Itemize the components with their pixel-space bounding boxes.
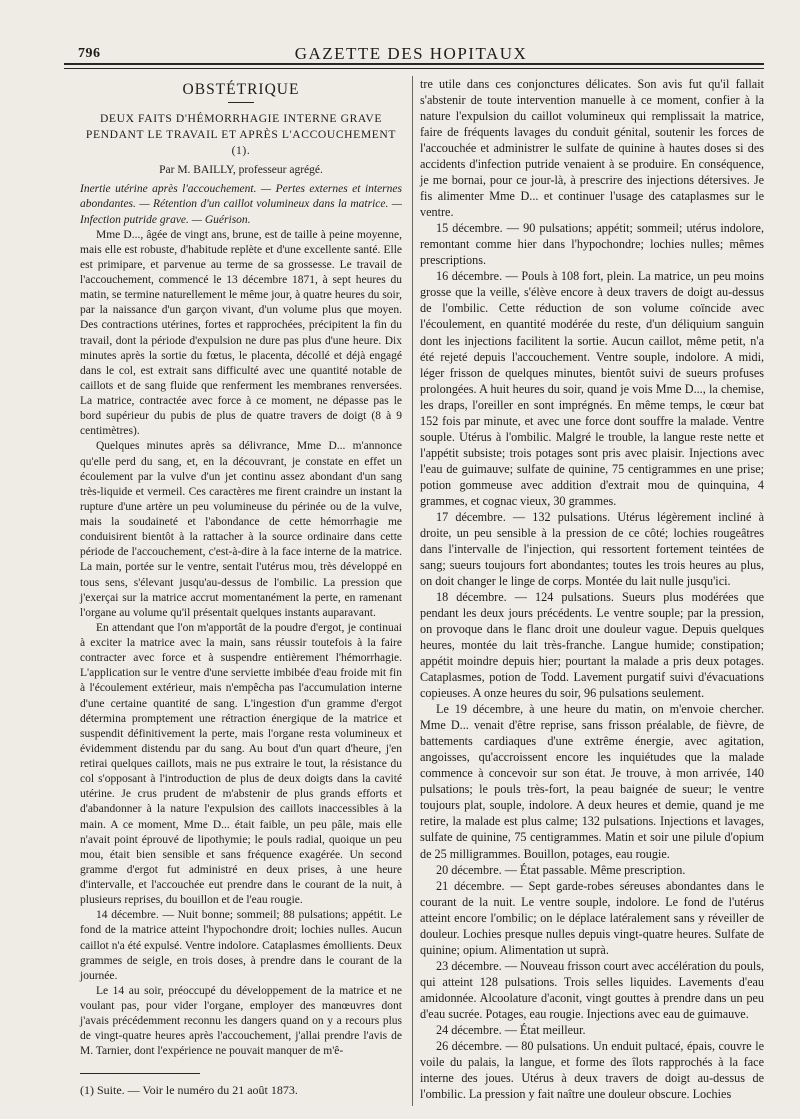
article-summary: Inertie utérine après l'accouchement. — Pertes externes et internes abondantes. — Rétention d'un caillot volumineux dans la matrice. — Infection putride grave. — Guérison. (80, 183, 402, 226)
section-heading: OBSTÉTRIQUE (182, 81, 300, 98)
paragraph: Le 19 décembre, à une heure du matin, on m'envoie chercher. Mme D... venait d'être reprise, sans frisson préalable, de fièvre, de battements cardiaques d'une extrême énergie, avec agitation, angoisses, qu'accroissent encore les inquiétudes que la malade commence à concevoir sur son état. Je trouve, à mon arrivée, 140 pulsations; le pouls très-fort, la peau baignée de sueur; le ventre toujours plat, souple, indolore. A deux heures et demie, quand je me retire, la malade est plus calme; 132 pulsations. Injections et lavages, sulfate de quinine, 75 centigrammes. Matin et soir une pilule d'opium de 25 milligrammes. Bouillon, potages, eau rougie. (420, 702, 764, 861)
paragraph: 18 décembre. — 124 pulsations. Sueurs plus modérées que pendant les deux jours précédents. Le ventre souple; par la pression, on provoque dans le flanc droit une douleur vague. Depuis quelques heures, montée du lait très-franche. Langue humide; constipation; appétit moindre depuis hier; pourtant la malade a pris deux potages. Cataplasmes, potion de Todd. Lavement purgatif suivi d'évacuations copieuses. A onze heures du soir, 96 pulsations seulement. (420, 590, 764, 701)
paragraph: 24 décembre. — État meilleur. (436, 1022, 586, 1037)
paragraph: 14 décembre. — Nuit bonne; sommeil; 88 pulsations; appétit. Le fond de la matrice atteint l'hypochondre droit; lochies nulles. Aucun caillot n'a été expulsé. Ventre indolore. Cataplasmes émollients. Deux grammes de seigle, en trois doses, à prendre dans le courant de la journée. (80, 909, 402, 982)
paragraph: Quelques minutes après sa délivrance, Mme D... m'annonce qu'elle perd du sang, et, en la découvrant, je constate en effet un écoulement par la vulve d'un jet continu assez abondant d'un sang très-liquide et vermeil. Ces caractères me firent craindre un instant la rupture d'une artère un peu volumineuse du périnée ou de la vulve, mais la soudaineté et l'abondance de cette hémorrhagie me conduisirent bientôt à la rattacher à la source ordinaire dans cette période de l'accouchement, c'est-à-dire à la face interne de la matrice. La main, portée sur le ventre, sentait l'utérus mou, très développé en tous sens, s'élevant jusqu'au-dessus de l'ombilic. La pression que j'exerçai sur la matrice accrut momentanément la perte, en ramenant l'organe au volume qu'il présentait quelques instants auparavant. (80, 440, 402, 619)
left-column (80, 76, 402, 1098)
header-rule-thin (64, 68, 764, 69)
footnote-rule (80, 1073, 200, 1074)
section-rule (228, 102, 254, 103)
header-rule-thick (64, 63, 764, 65)
page-number: 796 (78, 46, 101, 61)
journal-title: GAZETTE DES HOPITAUX (294, 44, 528, 63)
paragraph: 20 décembre. — État passable. Même prescription. (436, 862, 686, 877)
right-column (420, 76, 764, 1102)
paragraph: 17 décembre. — 132 pulsations. Utérus légèrement incliné à droite, un peu sensible à la pression de ce côté; lochies rougeâtres dans l'intervalle de l'injection, qui ressortent fortement teintées de sang; sueurs toujours fort abondantes; toutes les trois heures au plus, on doit changer le linge de corps. Montée du lait nulle jusqu'ici. (420, 509, 764, 588)
paragraph: Le 14 au soir, préoccupé du développement de la matrice et ne voulant pas, pour vider l'organe, employer des manœuvres dont j'avais précédemment reconnu les dangers quand on y a recours plus de vingt-quatre heures après l'accouchement, j'allai prendre l'avis de M. Tarnier, dont l'expérience ne pouvait manquer de m'ê- (80, 984, 402, 1058)
paragraph: En attendant que l'on m'apportât de la poudre d'ergot, je continuai à exciter la matrice avec la main, sans réussir toutefois à la faire contracter avec force et à suspendre entièrement l'hémorrhagie. L'application sur le ventre d'une serviette imbibée d'eau froide mit fin à l'écoulement extérieur, mais n'empêcha pas l'accumulation interne d'une certaine quantité de sang. L'ingestion d'un gramme d'ergot détermina promptement une rétraction énergique de la matrice et suspendit définitivement la perte, mais l'organe resta volumineux et évidemment distendu par du sang. Au bout d'un quart d'heure, j'en retirai quelques caillots, mais ne pus extraire le tout, la résistance du col s'opposant à l'introduction de plus de deux doigts dans la cavité utérine. Je crus prudent de m'abstenir de plus grands efforts et d'abandonner à la nature l'expulsion des caillots inaccessibles à la main. A ce moment, Mme D... était faible, un peu pâle, mais elle n'avait point éprouvé de lipothymie; le pouls radial, quoique un peu mou, était bien sensible et sans fréquence exagérée. Un second gramme d'ergot fut administré en deux prises, à une heure d'intervalle, et l'accouchée eut prendre dans le courant de la nuit, à plusieurs reprises, du bouillon et de l'eau rougie. (80, 621, 402, 907)
article-author: Par M. BAILLY, professeur agrégé. (159, 164, 323, 177)
paragraph: Mme D..., âgée de vingt ans, brune, est de taille à peine moyenne, mais elle est robuste, d'habitude replète et d'une excellente santé. Elle est primipare, et parvenue au terme de sa grossesse. Le travail de l'accouchement, commencé le 13 décembre 1871, à sept heures du matin, se termine naturellement le même jour, à quatre heures du soir, par la naissance d'un garçon vivant, d'un volume plus que moyen. Des contractions utérines, fortes et rapprochées, précipitent la fin du travail, dont la période d'expulsion ne dure pas plus d'une heure. Dix minutes après la sortie du fœtus, le placenta, décollé et déjà engagé dans le col, est extrait sans difficulté avec une quantité notable de caillots et de sang fluide que renferment les membranes renversées. La matrice, contractée avec force à ce moment, ne dépasse pas le bord supérieur du pubis de plus de quatre travers de doigt (8 à 9 centimètres). (80, 228, 402, 438)
paragraph: 23 décembre. — Nouveau frisson court avec accélération du pouls, qui atteint 128 pulsations. Trois selles liquides. Lavements d'eau amidonnée. Alcoolature d'aconit, vingt gouttes à prendre dans un peu d'eau sucrée. Potages, eau rougie. Injections avec eau de guimauve. (420, 958, 764, 1021)
article-title: DEUX FAITS D'HÉMORRHAGIE INTERNE GRAVE PENDANT LE TRAVAIL ET APRÈS L'ACCOUCHEMENT (1). (85, 112, 397, 158)
column-divider (412, 76, 413, 1106)
paragraph: 15 décembre. — 90 pulsations; appétit; sommeil; utérus indolore, remontant comme hier dans l'hypochondre; lochies nulles; mêmes prescriptions. (420, 221, 764, 268)
paragraph: 21 décembre. — Sept garde-robes séreuses abondantes dans le courant de la nuit. Le ventre souple, indolore. Le fond de l'utérus atteint encore l'ombilic; on le déplace latéralement sans y réveiller de douleur. Lochies presque nulles depuis vingt-quatre heures. Sulfate de quinine; opium. Alimentation ut suprà. (420, 878, 764, 957)
footnote: (1) Suite. — Voir le numéro du 21 août 1873. (80, 1082, 298, 1097)
paragraph: 26 décembre. — 80 pulsations. Un enduit pultacé, épais, couvre le voile du palais, la langue, et forme des îlots rapprochés à la face interne des joues. Utérus à deux travers de doigt au-dessus de l'ombilic. La pression y fait naître une douleur obscure. Lochies (420, 1038, 764, 1101)
paragraph: 16 décembre. — Pouls à 108 fort, plein. La matrice, un peu moins grosse que la veille, s'élève encore à deux travers de doigt au-dessus de l'ombilic. Cette réduction de son volume coïncide avec l'écoulement, en quantité modérée du reste, d'un déliquium sanguin dont les injections facilitent la sortie. Aucun caillot, même petit, n'a été rejeté depuis l'accouchement. Ventre souple, indolore. A midi, léger frisson de quelques minutes, bientôt suivi de sueurs profuses prolongées. A huit heures du soir, quand je vois Mme D..., la chemise, les draps, l'oreiller en sont imprégnés. En même temps, le cœur bat 152 fois par minute, et avec une force dont souffre la malade. Ventre souple. Utérus à l'ombilic. Malgré le trouble, la langue reste nette et l'appétit subsiste; trois potages sont pris avec plaisir. Injections avec l'eau de guimauve; sulfate de quinine, 75 centigrammes en une prise; potion gommeuse avec addition d'extrait mou de quinquina, 4 grammes, et cognac vieux, 30 grammes. (420, 269, 764, 508)
paragraph: tre utile dans ces conjonctures délicates. Son avis fut qu'il fallait s'abstenir de toute intervention manuelle à ce moment, confier à la nature l'expulsion du caillot volumineux qui remplissait la matrice, faire de fréquents lavages du conduit génital, soutenir les forces de l'accouchée et administrer le sulfate de quinine à hautes doses si des accidents d'infection putride venaient à se produire. En conséquence, je me bornai, pour ce jour-là, à prescrire des injections détersives. Je fis alimenter Mme D... et continuer l'usage des cataplasmes sur le ventre. (420, 77, 764, 220)
